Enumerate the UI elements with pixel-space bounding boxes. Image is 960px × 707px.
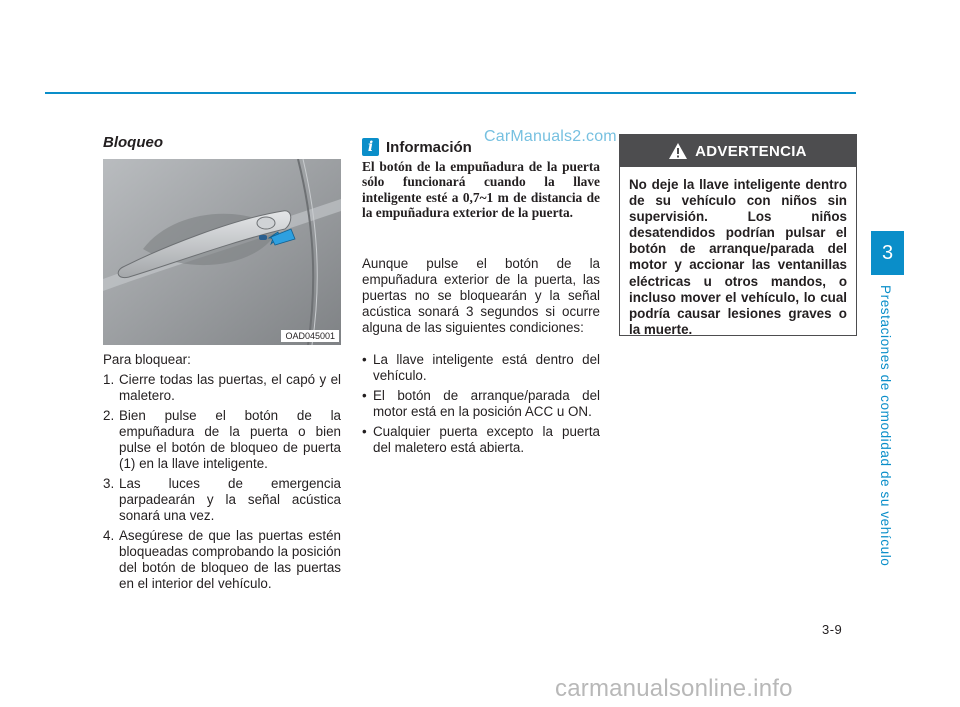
- chapter-title: Prestaciones de comodidad de su vehículo: [878, 285, 893, 567]
- info-title: Información: [386, 138, 472, 156]
- warning-title: ADVERTENCIA: [695, 142, 807, 160]
- figure-code: OAD045001: [281, 330, 339, 342]
- door-handle-illustration: [103, 159, 341, 345]
- list-item: • El botón de arranque/parada del motor está en la posición ACC u ON.: [362, 388, 600, 419]
- list-item: 1. Cierre todas las puertas, el capó y el maletero.: [103, 372, 341, 403]
- intro-text: Para bloquear:: [103, 352, 191, 367]
- watermark-top: CarManuals2.com: [484, 128, 617, 145]
- chapter-tab: 3: [871, 231, 904, 275]
- bullet-icon: •: [362, 352, 367, 367]
- list-item: 2. Bien pulse el botón de la empuñadura de la puerta o bien pulse el botón de bloqueo de puerta (1) en la llave inteligente.: [103, 408, 341, 471]
- list-item: • La llave inteligente está dentro del vehículo.: [362, 352, 600, 383]
- section-title: Bloqueo: [103, 134, 163, 151]
- bullet-icon: •: [362, 424, 367, 439]
- list-item: 4. Asegúrese de que las puertas estén bloqueadas comprobando la posición del botón de bloqueo de las puertas en el interior del vehículo.: [103, 528, 341, 591]
- list-item: • Cualquier puerta excepto la puerta del maletero está abierta.: [362, 424, 600, 455]
- warning-box: [619, 134, 857, 336]
- condition-list: [362, 352, 600, 460]
- info-header: [362, 138, 472, 156]
- list-item: 3. Las luces de emergencia parpadearán y la señal acústica sonará una vez.: [103, 476, 341, 523]
- warning-triangle-icon: [669, 143, 687, 159]
- info-bold-note: El botón de la empuñadura de la puerta sólo funcionará cuando la llave inteligente esté a 0,7~1 m de distancia de la empuñadura exterior de la puerta.: [362, 159, 600, 220]
- watermark-bottom: carmanualsonline.info: [555, 675, 793, 702]
- warning-text: No deje la llave inteligente dentro de su vehículo con niños sin supervisión. Los niños desatendidos podrían pulsar el botón de arranque/parada del motor y accionar las ventanillas eléctricas u otros mandos, o incluso mover el vehículo, lo cual podría causar lesiones graves o la muerte.: [629, 177, 847, 337]
- page-number: 3-9: [822, 622, 843, 637]
- door-handle-drawing: [103, 159, 341, 345]
- info-icon: i: [362, 138, 379, 156]
- bullet-icon: •: [362, 388, 367, 403]
- warning-header: [620, 135, 856, 167]
- lock-steps: [103, 372, 341, 596]
- header-rule: [45, 92, 856, 94]
- info-paragraph: Aunque pulse el botón de la empuñadura exterior de la puerta, las puertas no se bloquearán y la señal acústica sonará 3 segundos si ocurre alguna de las siguientes condiciones:: [362, 256, 600, 335]
